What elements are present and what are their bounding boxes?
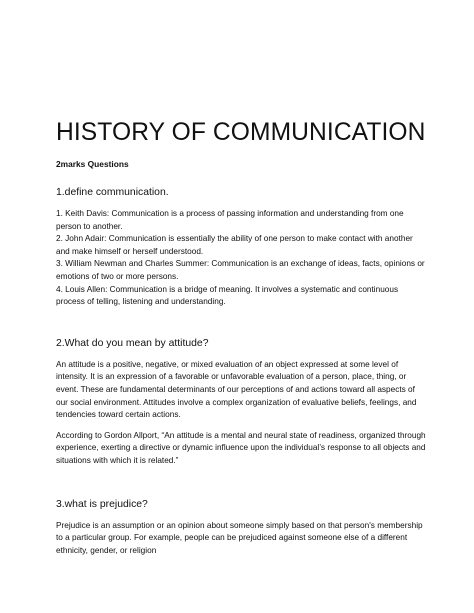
attitude-quote-paragraph: According to Gordon Allport, “An attitude is a mental and neural state of readiness, organized through experience, exerting a directive or dynamic influence upon the individual’s response to all objects and situations with which it is related.” — [56, 430, 426, 465]
definition-item: 4. Louis Allen: Communication is a bridge of meaning. It involves a systematic and continuous process of telling, listening and understanding. — [56, 284, 399, 307]
definition-item: 2. John Adair: Communication is essentially the ability of one person to make contact with another and make himself or herself understood. — [56, 234, 413, 256]
section-prejudice — [56, 498, 428, 558]
document-content — [56, 118, 428, 557]
section-heading: 3.what is prejudice? — [56, 498, 148, 510]
document-subtitle: 2marks Questions — [56, 159, 129, 169]
section-heading: 1.define communication. — [56, 187, 169, 198]
attitude-paragraph: An attitude is a positive, negative, or mixed evaluation of an object expressed at some level of intensity. It is an expression of a favorable or unfavorable evaluation of a person, place, thing, or event. These are fundamental determinants of our perceptions of and actions toward all aspects of our social environment. Attitudes involve a complex organization of evaluative beliefs, feelings, and tendencies toward certain actions. — [56, 359, 417, 420]
definition-list — [56, 208, 428, 309]
prejudice-paragraph: Prejudice is an assumption or an opinion about someone simply based on that person's membership to a particular group. For example, people can be prejudiced against someone else of a different ethnicity, gender, or religion — [56, 520, 423, 555]
definition-item: 3. William Newman and Charles Summer: Communication is an exchange of ideas, facts, opinions or emotions of two or more persons. — [56, 259, 425, 281]
section-define-communication — [56, 186, 428, 309]
section-heading: 2.What do you mean by attitude? — [56, 337, 209, 349]
section-attitude — [56, 337, 428, 468]
definition-item: 1. Keith Davis: Communication is a process of passing information and understanding from one person to another. — [56, 209, 404, 231]
document-title: HISTORY OF COMMUNICATION — [56, 119, 426, 146]
